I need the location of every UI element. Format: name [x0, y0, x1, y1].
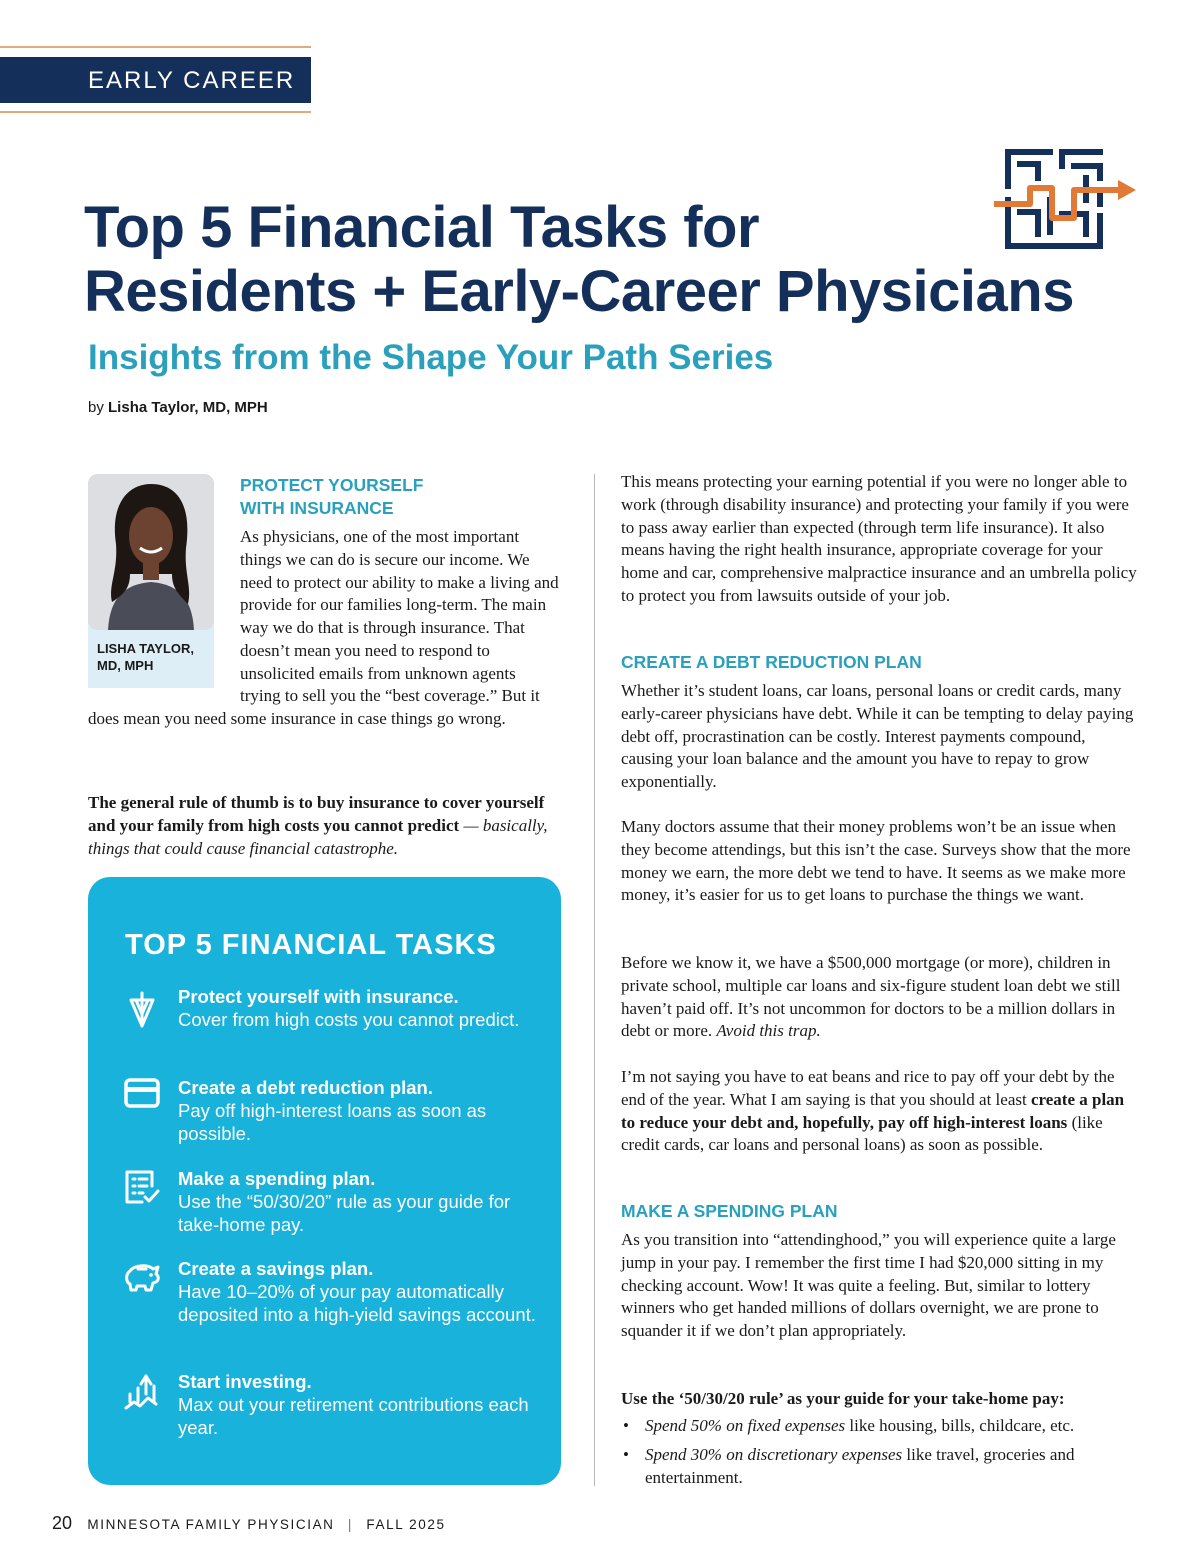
- task-description: Pay off high-interest loans as soon as possible.: [178, 1100, 487, 1144]
- task-description: Have 10–20% of your pay automatically deposited into a high-yield savings account.: [178, 1281, 536, 1325]
- rule-of-thumb-italic: — basically, things that could cause financial catastrophe.: [88, 815, 548, 858]
- bullet-italic: Spend 50% on fixed expenses: [645, 1416, 846, 1435]
- section-rule-bottom: [0, 111, 311, 113]
- rule-heading: [621, 1388, 1141, 1411]
- task-item-investing: [178, 1370, 548, 1439]
- task-title: Create a debt reduction plan.: [178, 1077, 433, 1098]
- task-description: Max out your retirement contributions each year.: [178, 1394, 529, 1438]
- section-label: EARLY CAREER: [88, 67, 296, 94]
- insurance-heading: [240, 474, 560, 520]
- task-item-savings: [178, 1257, 548, 1326]
- issue-label: FALL 2025: [366, 1517, 446, 1532]
- bullet-text: like travel, groceries and entertainment.: [645, 1444, 1075, 1487]
- publication-name: MINNESOTA FAMILY PHYSICIAN: [87, 1517, 335, 1532]
- insurance-paragraph-wrap: [88, 526, 560, 731]
- rule-of-thumb: [88, 792, 568, 860]
- page-number: 20: [52, 1513, 73, 1533]
- footer-separator: |: [347, 1517, 354, 1532]
- rule-heading-text: Use the ‘50/30/20 rule’ as your guide for your take-home pay:: [621, 1389, 1065, 1408]
- list-item: [621, 1415, 1141, 1438]
- debt-paragraph-3-italic: Avoid this trap.: [716, 1021, 821, 1041]
- umbrella-icon: [122, 990, 162, 1030]
- subtitle: Insights from the Shape Your Path Series: [88, 338, 774, 377]
- piggy-bank-icon: [122, 1257, 162, 1297]
- bullet-text: like housing, bills, childcare, etc.: [845, 1416, 1075, 1435]
- debt-paragraph-2: Many doctors assume that their money problems won’t be an issue when they become attendings, but this isn’t the case. Surveys show that the more money we earn, the more debt we tend to have. It seems as we make more money, it’s easier for us to get loans to purchase the things we want.: [621, 817, 1131, 905]
- debt-paragraph-3: [621, 952, 1141, 1043]
- column-divider: [594, 474, 595, 1486]
- task-item-debt: [178, 1076, 548, 1145]
- debt-heading: CREATE A DEBT REDUCTION PLAN: [621, 652, 922, 672]
- debt-paragraph-4-text-a: I’m not saying you have to eat beans and rice to pay off your debt by the end of the year. What I am saying is that you should at least: [621, 1067, 1115, 1109]
- debt-paragraph-4-text-b: (like credit cards, car loans and personal loans) as soon as possible.: [621, 1112, 1103, 1155]
- investment-chart-icon: [122, 1372, 162, 1412]
- task-item-insurance: [178, 985, 548, 1031]
- tasks-box-title: TOP 5 FINANCIAL TASKS: [125, 929, 497, 961]
- task-title: Make a spending plan.: [178, 1168, 376, 1189]
- insurance-continued-paragraph: This means protecting your earning potential if you were no longer able to work (through disability insurance) and protecting your family if you were to pass away earlier than expected (through term life insurance). It also means having the right health insurance, appropriate coverage for your home and car, comprehensive malpractice insurance and an umbrella policy to protect you from lawsuits outside of your job.: [621, 472, 1137, 605]
- bullet-italic: Spend 30% on discretionary expenses: [645, 1444, 903, 1464]
- byline: [88, 399, 268, 416]
- insurance-heading-line-2: WITH INSURANCE: [240, 498, 394, 518]
- section-rule-top: [0, 46, 311, 48]
- title-line-2: Residents + Early-Career Physicians: [84, 259, 1074, 324]
- author-caption-line-2: MD, MPH: [97, 658, 154, 673]
- task-title: Start investing.: [178, 1371, 312, 1392]
- rule-of-thumb-bold: The general rule of thumb is to buy insurance to cover yourself and your family from high costs you cannot predict: [88, 793, 545, 835]
- debt-paragraph-1: Whether it’s student loans, car loans, personal loans or credit cards, many early-career physicians have debt. While it can be tempting to delay paying debt off, procrastination can be costly. Interest payments compound, causing your loan balance and the amount you have to repay to grow exponentially.: [621, 681, 1134, 791]
- title-line-1: Top 5 Financial Tasks for: [84, 195, 760, 260]
- task-description: Use the “50/30/20” rule as your guide for take-home pay.: [178, 1191, 511, 1235]
- rule-bullet-list: [621, 1415, 1141, 1495]
- task-title: Create a savings plan.: [178, 1258, 374, 1279]
- credit-card-icon: [122, 1073, 162, 1113]
- author-caption-line-1: LISHA TAYLOR,: [97, 641, 195, 656]
- insurance-paragraph: As physicians, one of the most important things we can do is secure our income. We need to protect our ability to make a living and provide for our families long-term. The main way we do that is through insurance. That doesn’t mean you need to respond to unsolicited emails from unknown agents trying to sell you the “best coverage.” But it does mean you need some insurance in case things go wrong.: [88, 527, 559, 728]
- photo-spacer: [88, 526, 240, 708]
- byline-author: Lisha Taylor, MD, MPH: [108, 399, 268, 416]
- list-item: [621, 1444, 1141, 1490]
- task-title: Protect yourself with insurance.: [178, 986, 459, 1007]
- debt-paragraph-4: [621, 1066, 1141, 1157]
- debt-paragraph-4-bold: create a plan to reduce your debt and, hopefully, pay off high-interest loans: [621, 1089, 1125, 1132]
- page-footer: [52, 1513, 446, 1535]
- task-description: Cover from high costs you cannot predict.: [178, 1009, 520, 1030]
- spending-heading: MAKE A SPENDING PLAN: [621, 1201, 838, 1221]
- task-item-spending: [178, 1167, 548, 1236]
- checklist-icon: [122, 1166, 162, 1206]
- byline-prefix: by: [88, 399, 104, 416]
- insurance-heading-line-1: PROTECT YOURSELF: [240, 475, 424, 495]
- spending-paragraph: As you transition into “attendinghood,” you will experience quite a large jump in your pay. I remember the first time I had $20,000 sitting in my checking account. Wow! It was quite a feeling. But, similar to lottery winners who get handed millions of dollars overnight, we are prone to squander it if we don’t plan appropriately.: [621, 1230, 1116, 1340]
- debt-paragraph-3-text: Before we know it, we have a $500,000 mortgage (or more), children in private school, multiple car loans and six-figure student loan debt we still haven’t paid off. It’s not uncommon for doctors to be a million dollars in debt or more.: [621, 953, 1121, 1041]
- page-title: [84, 196, 1164, 324]
